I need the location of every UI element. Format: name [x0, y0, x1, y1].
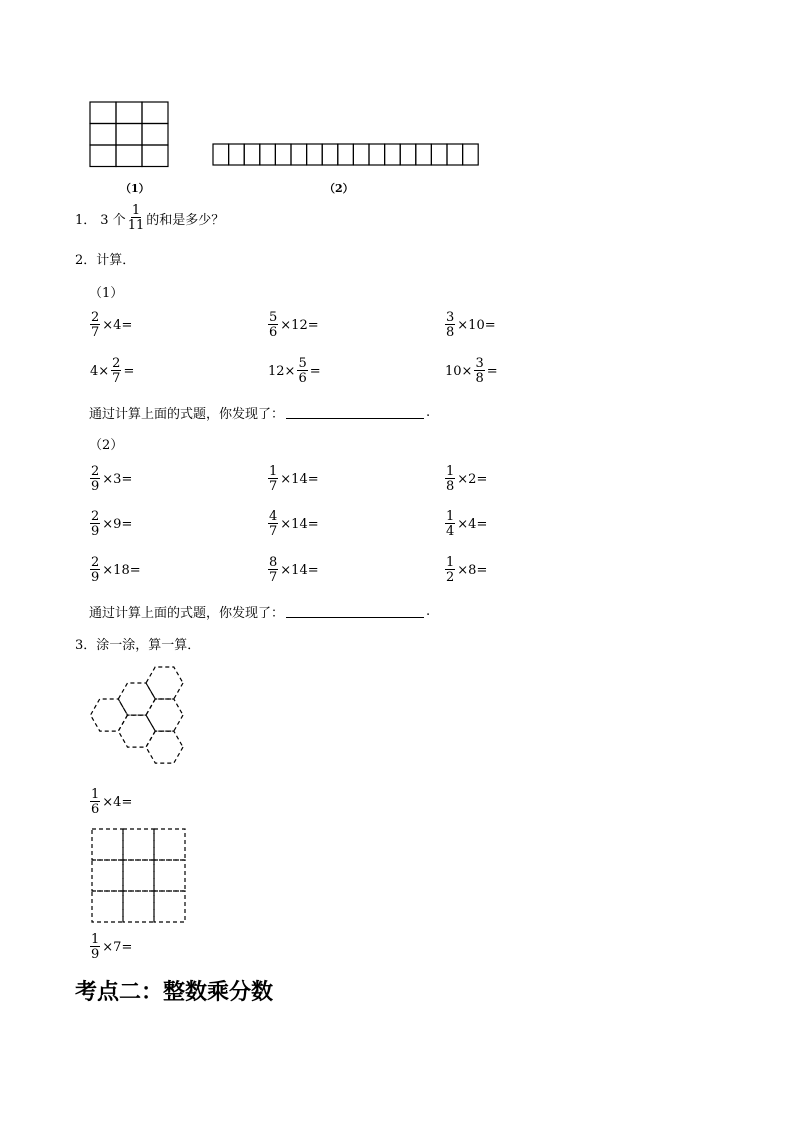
- question-2: [75, 249, 135, 268]
- denominator: 7: [112, 371, 121, 386]
- dashed-grid-cell[interactable]: [92, 860, 123, 891]
- expression: [89, 357, 135, 385]
- expression: [267, 465, 320, 493]
- grid-cell: [116, 102, 142, 124]
- operator-text: ×10=: [457, 317, 496, 333]
- operator-text: ×14=: [280, 516, 319, 532]
- grid-cell: [90, 145, 116, 167]
- finding-end: .: [426, 604, 431, 619]
- grid-cell: [142, 102, 168, 124]
- numerator: 1: [446, 555, 455, 570]
- expression: [444, 510, 488, 538]
- question-1: [75, 204, 224, 232]
- answer-blank[interactable]: [286, 605, 424, 618]
- fraction: [111, 357, 121, 385]
- fraction: [268, 311, 278, 339]
- fraction: [445, 465, 455, 493]
- fraction: [90, 311, 100, 339]
- strip-cell: [291, 144, 307, 165]
- fraction: [445, 556, 455, 584]
- figure-strip: [212, 143, 482, 167]
- strip-cell: [322, 144, 338, 165]
- strip-cell: [416, 144, 432, 165]
- strip-cell: [275, 144, 291, 165]
- hexagon-figure: [88, 664, 200, 776]
- denominator: 4: [446, 524, 455, 539]
- fraction: [445, 311, 455, 339]
- numerator: 1: [269, 464, 278, 479]
- strip-cell: [307, 144, 323, 165]
- grid-cell: [116, 124, 142, 146]
- denominator: 8: [475, 371, 484, 386]
- expression: [89, 311, 133, 339]
- expression-q3-2: [89, 933, 133, 961]
- numerator: 5: [269, 310, 278, 325]
- numerator: 2: [112, 356, 121, 371]
- part-1-label: （1）: [89, 286, 124, 301]
- dashed-grid-cell[interactable]: [123, 860, 154, 891]
- fraction: [474, 357, 484, 385]
- hexagon[interactable]: [146, 667, 183, 699]
- grid-cell: [142, 145, 168, 167]
- expression: [267, 311, 320, 339]
- operator-text: ×18=: [102, 562, 141, 578]
- hexagon[interactable]: [146, 699, 183, 731]
- finding-text: 通过计算上面的式题，你发现了：: [89, 606, 285, 621]
- expression: [267, 510, 320, 538]
- denominator: 9: [91, 524, 100, 539]
- hexagon[interactable]: [118, 715, 155, 747]
- fraction: [268, 465, 278, 493]
- dashed-grid-cell[interactable]: [92, 829, 123, 860]
- fraction: [90, 788, 100, 816]
- operator-text: ×4=: [457, 516, 488, 532]
- dashed-grid-cell[interactable]: [154, 829, 185, 860]
- numerator: 2: [91, 464, 100, 479]
- hexagon[interactable]: [146, 731, 183, 763]
- strip-cell: [353, 144, 369, 165]
- strip-cell: [400, 144, 416, 165]
- operator-text: 4×: [90, 363, 110, 379]
- answer-blank[interactable]: [286, 406, 424, 419]
- dashed-grid-cell[interactable]: [154, 891, 185, 922]
- denominator: 7: [269, 570, 278, 585]
- operator-text: ×14=: [280, 471, 319, 487]
- denominator: 9: [91, 947, 100, 962]
- question-title: 计算．: [96, 253, 136, 268]
- strip-cell: [447, 144, 463, 165]
- numerator: 4: [269, 509, 278, 524]
- numerator: 1: [446, 509, 455, 524]
- strip-cell: [213, 144, 229, 165]
- strip-cell: [229, 144, 245, 165]
- fraction: [90, 510, 100, 538]
- operator-text: ×14=: [280, 562, 319, 578]
- grid-cell: [90, 124, 116, 146]
- expression: [444, 357, 499, 385]
- question-3: [75, 634, 200, 653]
- expression: [89, 510, 133, 538]
- finding-end: .: [426, 405, 431, 420]
- question-title: 涂一涂，算一算．: [96, 638, 201, 653]
- numerator: 5: [298, 356, 307, 371]
- denominator: 7: [269, 479, 278, 494]
- operator-text: ×7=: [102, 939, 133, 955]
- strip-cell: [431, 144, 447, 165]
- operator-text: ×2=: [457, 471, 488, 487]
- operator-text: =: [486, 363, 498, 379]
- fraction: [90, 933, 100, 961]
- part-2-label: （2）: [89, 438, 124, 453]
- operator-text: 10×: [445, 363, 473, 379]
- operator-text: ×4=: [102, 794, 133, 810]
- expression: [444, 311, 497, 339]
- grid-cell: [90, 102, 116, 124]
- expression: [267, 556, 320, 584]
- hexagon[interactable]: [118, 683, 155, 715]
- figure-grid-3x3: [89, 101, 171, 169]
- fraction: [445, 510, 455, 538]
- dashed-grid-3x3: [91, 828, 189, 926]
- fraction: [297, 357, 307, 385]
- fraction: [127, 204, 146, 232]
- question-number: 2．: [75, 253, 97, 268]
- operator-text: =: [309, 363, 321, 379]
- numerator: 2: [91, 509, 100, 524]
- figure-label-2: （2）: [324, 182, 354, 195]
- denominator: 11: [127, 218, 145, 233]
- operator-text: ×9=: [102, 516, 133, 532]
- finding-text: 通过计算上面的式题，你发现了：: [89, 407, 285, 422]
- expression: [444, 556, 488, 584]
- numerator: 8: [269, 555, 278, 570]
- strip-cell: [338, 144, 354, 165]
- denominator: 9: [91, 570, 100, 585]
- strip-cell: [385, 144, 401, 165]
- denominator: 8: [446, 479, 455, 494]
- fraction: [268, 556, 278, 584]
- numerator: 2: [91, 555, 100, 570]
- strip-cell: [369, 144, 385, 165]
- operator-text: =: [123, 363, 135, 379]
- numerator: 3: [446, 310, 455, 325]
- strip-cell: [463, 144, 479, 165]
- fraction: [268, 510, 278, 538]
- finding-line-1: [89, 403, 430, 422]
- strip-cell: [244, 144, 260, 165]
- question-text-pre: 3 个: [100, 212, 126, 228]
- expression: [267, 357, 322, 385]
- operator-text: ×4=: [102, 317, 133, 333]
- expression-q3-1: [89, 788, 133, 816]
- dashed-grid-cell[interactable]: [154, 860, 185, 891]
- figure-label-1: （1）: [120, 182, 150, 195]
- dashed-grid-cell[interactable]: [92, 891, 123, 922]
- denominator: 8: [446, 325, 455, 340]
- denominator: 6: [269, 325, 278, 340]
- question-number: 3．: [75, 638, 97, 653]
- dashed-grid-cell[interactable]: [123, 829, 154, 860]
- denominator: 2: [446, 570, 455, 585]
- question-text-post: 的和是多少？: [146, 212, 225, 228]
- numerator: 1: [91, 932, 100, 947]
- section-heading: 考点二：整数乘分数: [75, 980, 274, 1005]
- expression: [89, 465, 133, 493]
- denominator: 6: [298, 371, 307, 386]
- fraction: [90, 465, 100, 493]
- numerator: 3: [475, 356, 484, 371]
- operator-text: 12×: [268, 363, 296, 379]
- operator-text: ×3=: [102, 471, 133, 487]
- denominator: 6: [91, 802, 100, 817]
- grid-cell: [142, 124, 168, 146]
- denominator: 9: [91, 479, 100, 494]
- fraction: [90, 556, 100, 584]
- operator-text: ×8=: [457, 562, 488, 578]
- numerator: 1: [91, 787, 100, 802]
- finding-line-2: [89, 602, 430, 621]
- question-number: 1．: [75, 212, 97, 228]
- dashed-grid-cell[interactable]: [123, 891, 154, 922]
- hexagon[interactable]: [91, 699, 128, 731]
- grid-cell: [116, 145, 142, 167]
- denominator: 7: [269, 524, 278, 539]
- operator-text: ×12=: [280, 317, 319, 333]
- expression: [89, 556, 142, 584]
- numerator: 1: [131, 203, 141, 218]
- strip-cell: [260, 144, 276, 165]
- numerator: 2: [91, 310, 100, 325]
- denominator: 7: [91, 325, 100, 340]
- numerator: 1: [446, 464, 455, 479]
- expression: [444, 465, 488, 493]
